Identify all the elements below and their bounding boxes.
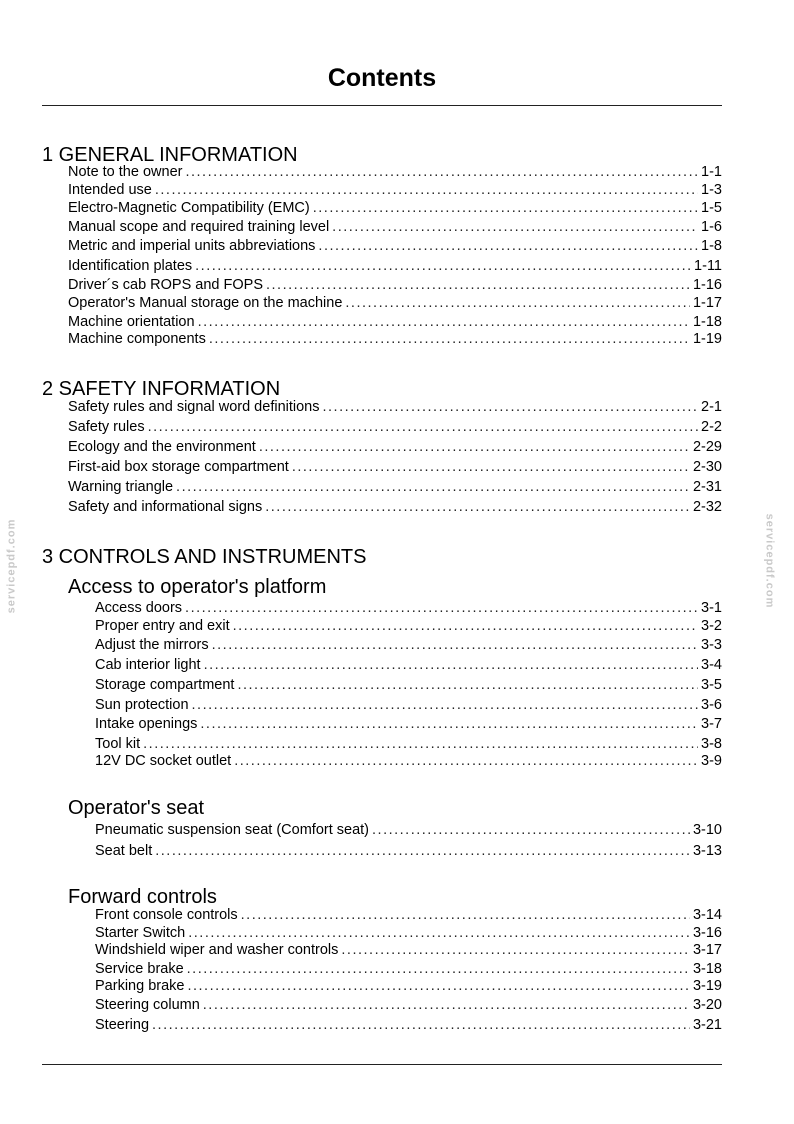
toc-dot-leader	[187, 978, 690, 995]
toc-entry-page: 3-14	[692, 907, 722, 923]
toc-entry-label: Adjust the mirrors	[95, 637, 209, 653]
toc-entry-page: 3-7	[701, 716, 722, 732]
toc-dot-leader	[212, 637, 698, 654]
watermark-left: servicepdf.com	[5, 518, 18, 614]
toc-dot-leader	[345, 295, 690, 312]
toc-dot-leader	[233, 618, 698, 635]
toc-entry-page: 3-19	[692, 978, 722, 994]
toc-dot-leader	[332, 219, 698, 236]
toc-entry-label: Proper entry and exit	[95, 618, 230, 634]
toc-entry[interactable]	[95, 657, 722, 674]
section-heading-controls: 3 CONTROLS AND INSTRUMENTS	[42, 546, 367, 568]
toc-entry-label: Sun protection	[95, 697, 189, 713]
toc-dot-leader	[341, 942, 690, 959]
toc-entry-label: Warning triangle	[68, 479, 174, 495]
toc-entry-page: 3-9	[701, 753, 722, 769]
toc-entry[interactable]	[68, 479, 722, 496]
toc-entry-label: Seat belt	[95, 843, 153, 859]
toc-entry-page: 1-5	[701, 200, 722, 216]
toc-entry-page: 1-16	[692, 277, 722, 293]
toc-dot-leader	[209, 331, 690, 348]
toc-entry-label: Safety rules	[68, 419, 145, 435]
toc-entry-label: Starter Switch	[95, 925, 186, 941]
toc-entry-page: 1-6	[701, 219, 722, 235]
toc-entry-label: First-aid box storage compartment	[68, 459, 289, 475]
toc-entry-label: Windshield wiper and washer controls	[95, 942, 339, 958]
toc-entry[interactable]	[95, 600, 722, 617]
toc-entry-label: Front console controls	[95, 907, 238, 923]
toc-entry-page: 2-32	[692, 499, 722, 515]
toc-dot-leader	[185, 164, 698, 181]
subheading-forward: Forward controls	[68, 886, 217, 908]
toc-entry-label: Steering column	[95, 997, 200, 1013]
toc-entry-label: Access doors	[95, 600, 183, 616]
toc-entry-label: Intake openings	[95, 716, 198, 732]
bottom-divider	[42, 1064, 722, 1065]
toc-entry-page: 1-1	[701, 164, 722, 180]
toc-entry-label: Pneumatic suspension seat (Comfort seat)	[95, 822, 370, 838]
toc-entry[interactable]	[95, 697, 722, 714]
toc-entry[interactable]	[95, 716, 722, 733]
toc-dot-leader	[241, 907, 690, 924]
toc-entry[interactable]	[68, 419, 722, 436]
toc-entry[interactable]	[95, 753, 722, 770]
toc-dot-leader	[265, 499, 690, 516]
toc-entry-page: 3-3	[701, 637, 722, 653]
toc-dot-leader	[292, 459, 690, 476]
toc-entry-label: Electro-Magnetic Compatibility (EMC)	[68, 200, 310, 216]
toc-entry[interactable]	[68, 314, 722, 331]
toc-entry-page: 3-8	[701, 736, 722, 752]
toc-dot-leader	[203, 997, 690, 1014]
toc-entry-label: 12V DC socket outlet	[95, 753, 232, 769]
toc-dot-leader	[176, 479, 690, 496]
toc-entry-label: Parking brake	[95, 978, 185, 994]
section-heading-general: 1 GENERAL INFORMATION	[42, 144, 298, 166]
toc-dot-leader	[155, 843, 690, 860]
subheading-access: Access to operator's platform	[68, 576, 327, 598]
toc-entry-label: Safety rules and signal word definitions	[68, 399, 320, 415]
toc-entry-page: 3-10	[692, 822, 722, 838]
toc-entry-page: 3-5	[701, 677, 722, 693]
toc-entry-label: Machine components	[68, 331, 206, 347]
toc-dot-leader	[259, 439, 690, 456]
toc-dot-leader	[313, 200, 698, 217]
toc-entry[interactable]	[68, 238, 722, 255]
toc-entry-label: Service brake	[95, 961, 184, 977]
toc-entry-page: 3-20	[692, 997, 722, 1013]
toc-dot-leader	[188, 925, 690, 942]
toc-entry[interactable]	[68, 459, 722, 476]
toc-entry-label: Ecology and the environment	[68, 439, 256, 455]
toc-entry[interactable]	[95, 736, 722, 753]
toc-dot-leader	[198, 314, 690, 331]
toc-entry-label: Tool kit	[95, 736, 141, 752]
toc-entry[interactable]	[68, 219, 722, 236]
toc-entry-page: 1-17	[692, 295, 722, 311]
toc-entry[interactable]	[95, 978, 722, 995]
toc-entry-page: 1-8	[701, 238, 722, 254]
top-divider	[42, 105, 722, 106]
toc-entry-page: 3-6	[701, 697, 722, 713]
toc-entry-label: Machine orientation	[68, 314, 195, 330]
toc-entry-page: 3-1	[701, 600, 722, 616]
toc-dot-leader	[318, 238, 698, 255]
toc-entry[interactable]	[95, 618, 722, 635]
toc-entry[interactable]	[95, 925, 722, 942]
toc-entry-page: 2-30	[692, 459, 722, 475]
watermark-right: servicepdf.com	[763, 513, 776, 609]
toc-entry[interactable]	[95, 961, 722, 978]
toc-entry-page: 1-18	[692, 314, 722, 330]
toc-entry[interactable]	[68, 295, 722, 312]
toc-entry-label: Operator's Manual storage on the machine	[68, 295, 343, 311]
toc-dot-leader	[143, 736, 698, 753]
toc-entry-page: 2-2	[701, 419, 722, 435]
toc-entry-page: 3-16	[692, 925, 722, 941]
toc-entry[interactable]	[68, 399, 722, 416]
toc-dot-leader	[322, 399, 698, 416]
toc-entry[interactable]	[68, 182, 722, 199]
toc-dot-leader	[152, 1017, 690, 1034]
toc-entry-page: 3-2	[701, 618, 722, 634]
toc-entry-page: 2-1	[701, 399, 722, 415]
toc-entry-page: 3-21	[692, 1017, 722, 1033]
toc-dot-leader	[234, 753, 698, 770]
subheading-seat: Operator's seat	[68, 797, 205, 819]
toc-entry-label: Manual scope and required training level	[68, 219, 330, 235]
toc-entry[interactable]	[68, 499, 722, 516]
toc-entry-page: 1-3	[701, 182, 722, 198]
toc-dot-leader	[200, 716, 698, 733]
toc-entry[interactable]	[68, 439, 722, 456]
toc-entry-label: Storage compartment	[95, 677, 235, 693]
toc-entry-label: Safety and informational signs	[68, 499, 263, 515]
toc-dot-leader	[192, 697, 699, 714]
toc-entry-page: 1-11	[694, 258, 722, 274]
toc-entry-label: Driver´s cab ROPS and FOPS	[68, 277, 263, 293]
toc-dot-leader	[187, 961, 690, 978]
toc-entry-page: 3-17	[692, 942, 722, 958]
toc-dot-leader	[148, 419, 698, 436]
toc-entry-page: 3-18	[692, 961, 722, 977]
toc-entry-page: 3-13	[692, 843, 722, 859]
toc-entry[interactable]	[95, 1017, 722, 1034]
toc-dot-leader	[372, 822, 690, 839]
toc-entry[interactable]	[95, 907, 722, 924]
toc-entry[interactable]	[95, 637, 722, 654]
toc-entry-label: Intended use	[68, 182, 152, 198]
toc-dot-leader	[195, 258, 691, 275]
toc-dot-leader	[185, 600, 698, 617]
toc-entry-label: Note to the owner	[68, 164, 183, 180]
toc-dot-leader	[155, 182, 698, 199]
toc-entry[interactable]	[95, 942, 722, 959]
toc-entry-label: Cab interior light	[95, 657, 201, 673]
toc-entry[interactable]	[68, 331, 722, 348]
toc-entry[interactable]	[95, 997, 722, 1014]
toc-dot-leader	[266, 277, 690, 294]
toc-entry-page: 1-19	[692, 331, 722, 347]
toc-entry[interactable]	[68, 200, 722, 217]
section-heading-safety: 2 SAFETY INFORMATION	[42, 378, 281, 400]
toc-entry-page: 2-31	[692, 479, 722, 495]
page-title: Contents	[327, 64, 437, 92]
toc-entry[interactable]	[68, 277, 722, 294]
toc-entry[interactable]	[68, 258, 722, 275]
toc-entry[interactable]	[95, 843, 722, 860]
toc-entry[interactable]	[95, 677, 722, 694]
toc-entry-page: 2-29	[692, 439, 722, 455]
toc-dot-leader	[204, 657, 698, 674]
toc-dot-leader	[237, 677, 698, 694]
toc-entry-page: 3-4	[701, 657, 722, 673]
toc-entry-label: Steering	[95, 1017, 150, 1033]
toc-entry[interactable]	[95, 822, 722, 839]
toc-entry[interactable]	[68, 164, 722, 181]
toc-entry-label: Identification plates	[68, 258, 193, 274]
toc-entry-label: Metric and imperial units abbreviations	[68, 238, 316, 254]
